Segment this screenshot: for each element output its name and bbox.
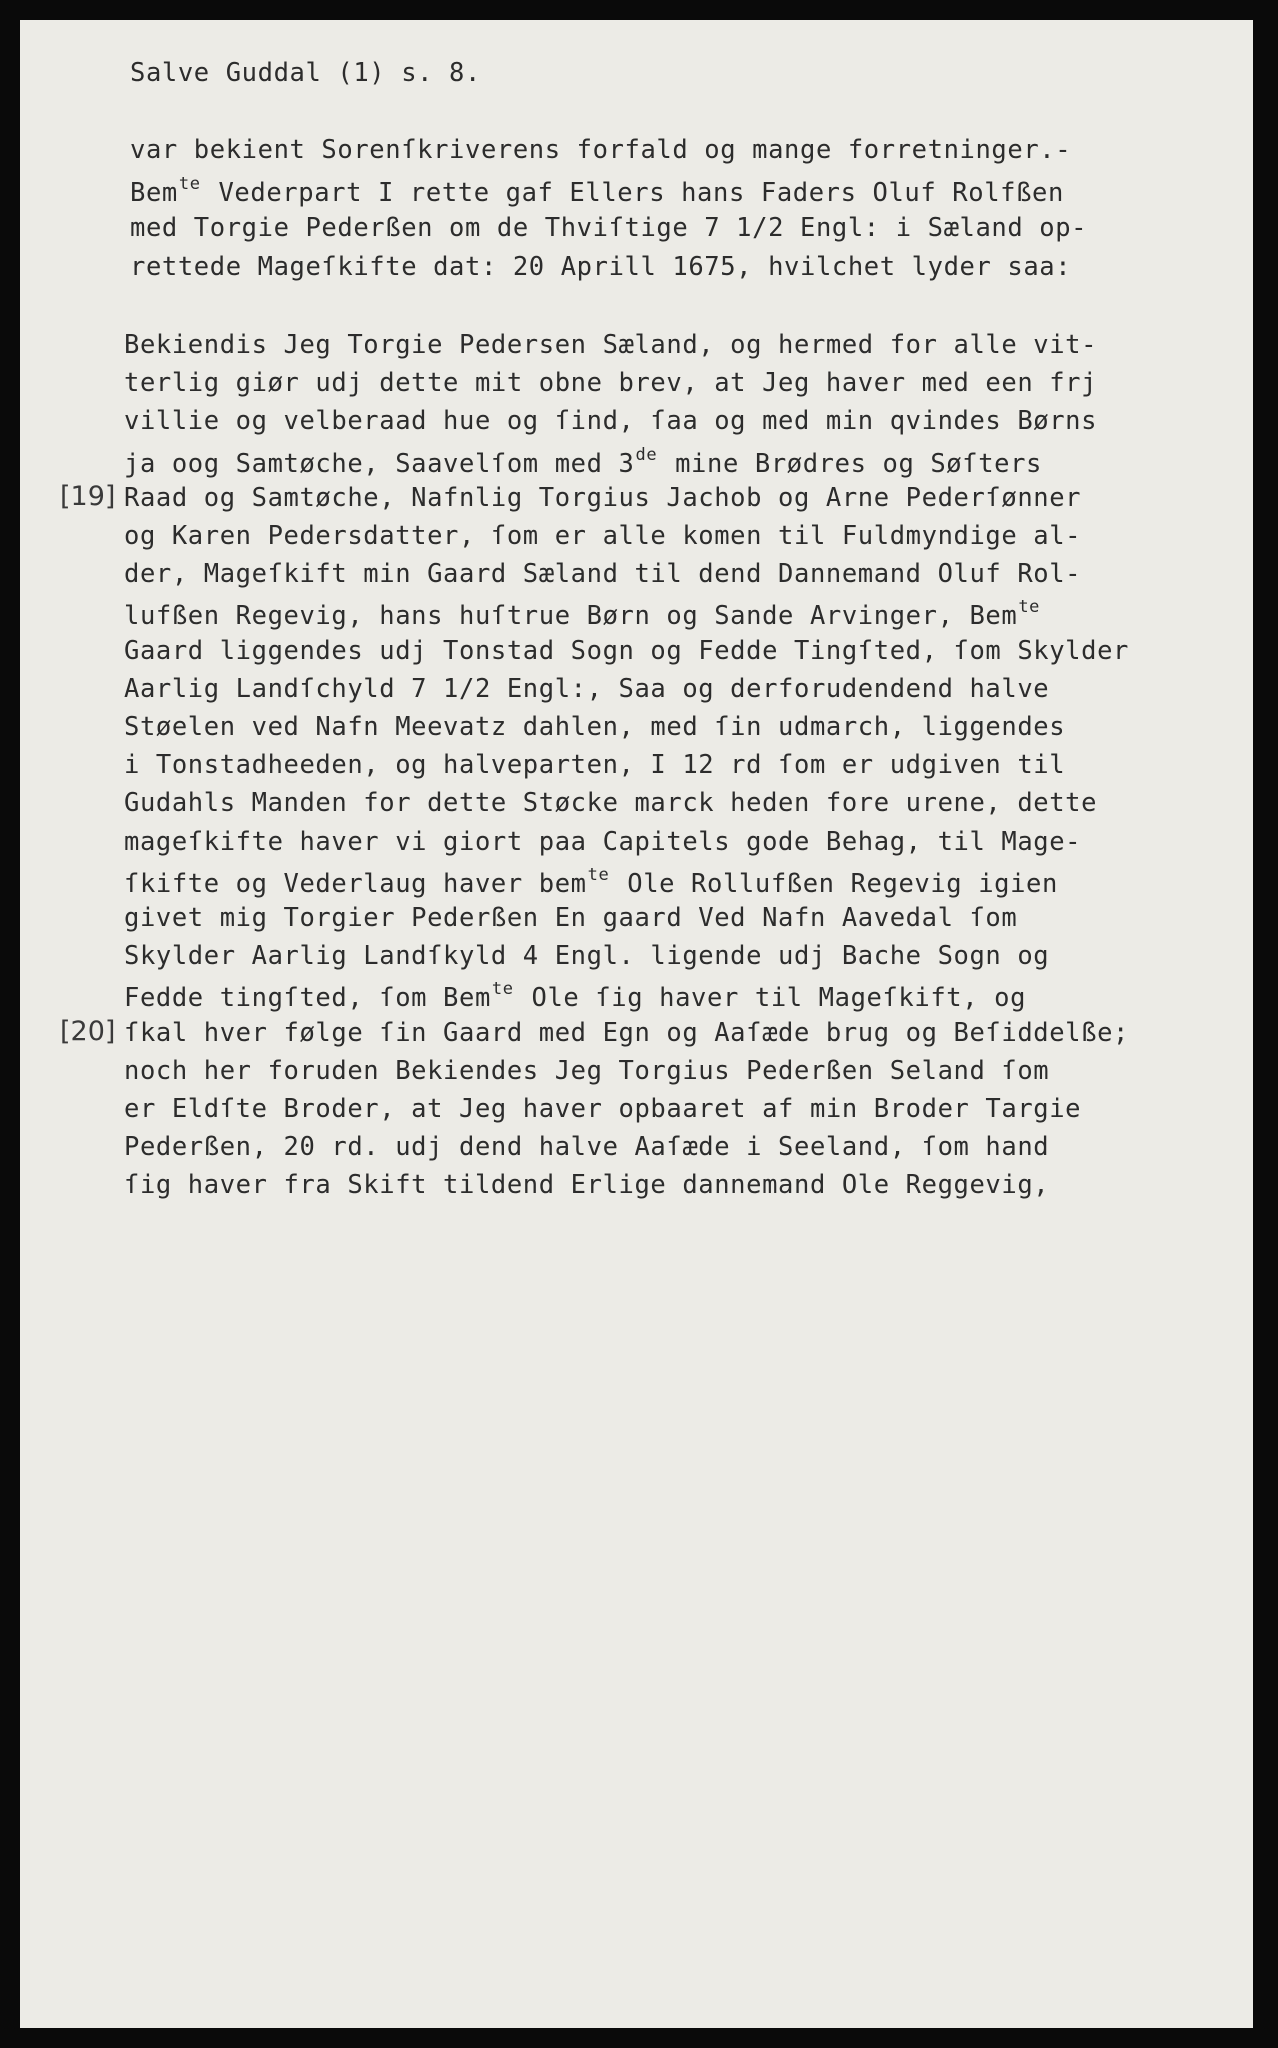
text-line: ſig haver fra Skift tildend Erlige dannemand Ole Reggevig,: [124, 1170, 1050, 1201]
text-segment: Fedde tingſted, ſom Bem: [124, 983, 491, 1014]
text-line: givet mig Torgier Pederßen En gaard Ved Nafn Aavedal ſom: [124, 903, 1018, 933]
text-segment: Vederpart I rette gaf Ellers hans Faders Oluf Rolfßen: [202, 178, 1064, 208]
text-line: der, Mageſkift min Gaard Sæland til dend Dannemand Oluf Rol-: [124, 559, 1082, 590]
text-line: Gaard liggendes udj Tonstad Sogn og Fedde Tingſted, ſom Skylder: [124, 635, 1129, 666]
text-line: noch her foruden Bekiendes Jeg Torgius Pederßen Seland ſom: [124, 1055, 1050, 1086]
text-line: Pederßen, 20 rd. udj dend halve Aaſæde i Seeland, ſom hand: [124, 1132, 1050, 1163]
page-header: Salve Guddal (1) s. 8.: [130, 58, 481, 88]
text-line: med Torgie Pederßen om de Thviſtige 7 1/2 Engl: i Sæland op-: [130, 213, 1088, 243]
margin-reference-number: [19]: [60, 480, 116, 512]
superscript: te: [587, 864, 610, 885]
text-line: rettede Mageſkifte dat: 20 Aprill 1675, hvilchet lyder saa:: [130, 252, 1072, 282]
text-line: [130, 174, 1064, 208]
text-segment: Ole ſig haver til Mageſkift, og: [515, 983, 1027, 1014]
text-line: Støelen ved Nafn Meevatz dahlen, med ſin udmarch, liggendes: [124, 712, 1066, 742]
superscript: te: [178, 174, 201, 194]
text-segment: Bem: [130, 178, 178, 208]
text-line: Aarlig Landſchyld 7 1/2 Engl:, Saa og derforudendend halve: [124, 673, 1050, 704]
text-line: ſkal hver følge ſin Gaard med Egn og Aaſæde brug og Beſiddelße;: [124, 1017, 1129, 1048]
superscript: te: [491, 979, 514, 1000]
text-segment: Ole Rollufßen Regevig igien: [611, 868, 1058, 899]
text-segment: ja oog Samtøche, Saavelſom med 3: [124, 448, 635, 479]
text-line: [124, 597, 1042, 631]
text-segment: mine Brødres og Søſters: [659, 448, 1043, 479]
text-line: [124, 865, 1058, 899]
text-segment: lufßen Regevig, hans huſtrue Børn og Sande Arvinger, Bem: [124, 601, 1018, 632]
text-line: Bekiendis Jeg Torgie Pedersen Sæland, og hermed for alle vit-: [124, 330, 1098, 360]
text-line: [124, 979, 1026, 1013]
superscript: de: [635, 444, 658, 465]
text-line: [124, 445, 1042, 479]
text-line: er Eldſte Broder, at Jeg haver opbaaret af min Broder Targie: [124, 1094, 1082, 1124]
text-line: villie og velberaad hue og ſind, ſaa og med min qvindes Børns: [124, 406, 1098, 437]
text-line: var bekient Sorenſkriverens forfald og mange forretninger.-: [130, 135, 1072, 165]
text-segment: ſkifte og Vederlaug haver bem: [124, 868, 587, 899]
text-line: i Tonstadheeden, og halveparten, I 12 rd ſom er udgiven til: [124, 750, 1066, 781]
text-line: mageſkifte haver vi giort paa Capitels gode Behag, til Mage-: [124, 826, 1082, 857]
text-line: Raad og Samtøche, Nafnlig Torgius Jachob og Arne Pederſønner: [124, 482, 1082, 513]
text-line: Gudahls Manden for dette Støcke marck heden fore urene, dette: [124, 788, 1098, 819]
document-page: [20, 20, 1253, 2028]
text-line: terlig giør udj dette mit obne brev, at Jeg haver med een frj: [124, 368, 1098, 399]
text-line: og Karen Pedersdatter, ſom er alle komen til Fuldmyndige al-: [124, 521, 1082, 551]
margin-reference-number: [20]: [60, 1015, 116, 1047]
text-line: Skylder Aarlig Landſkyld 4 Engl. ligende udj Bache Sogn og: [124, 941, 1050, 972]
superscript: te: [1018, 597, 1040, 618]
